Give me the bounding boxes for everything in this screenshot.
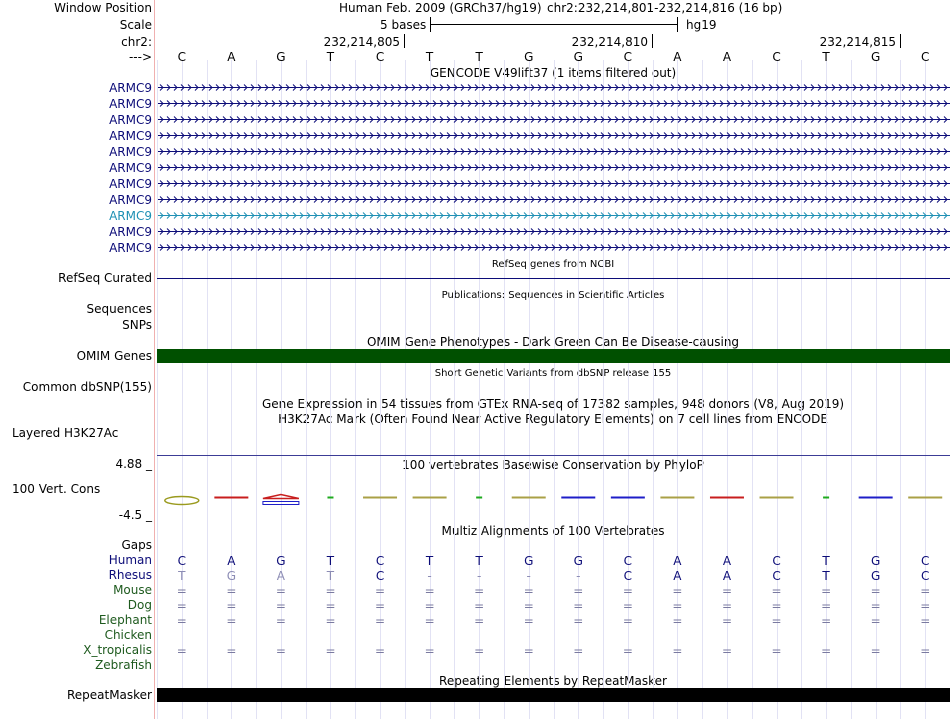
multiz-species-label[interactable]: Elephant xyxy=(98,613,152,627)
alignment-base: C xyxy=(375,569,385,583)
alignment-base: T xyxy=(822,569,830,583)
omim-track-title[interactable]: OMIM Gene Phenotypes - Dark Green Can Be Disease-causing xyxy=(366,335,740,349)
phylop-mark xyxy=(327,497,333,499)
repeatmasker-track-label[interactable]: RepeatMasker xyxy=(66,688,152,702)
phylop-mark xyxy=(710,497,744,499)
base-letter: G xyxy=(871,50,881,64)
alignment-base: = xyxy=(672,614,683,628)
alignment-base: = xyxy=(672,584,683,598)
assembly-text: Human Feb. 2009 (GRCh37/hg19) xyxy=(339,1,542,15)
phylop-track-title[interactable]: 100 vertebrates Basewise Conservation by PhyloP xyxy=(402,458,704,472)
alignment-base: = xyxy=(771,584,782,598)
phylop-mark xyxy=(512,497,546,499)
alignment-base: = xyxy=(424,644,435,658)
alignment-base: = xyxy=(375,644,386,658)
phylop-track-label[interactable]: 100 Vert. Cons xyxy=(12,482,101,496)
coord-label: 232,214,810 xyxy=(571,35,648,49)
alignment-base: = xyxy=(275,584,286,598)
gencode-item-label[interactable]: ARMC9 xyxy=(109,160,152,175)
phylop-min-label: -4.5 _ xyxy=(118,508,152,522)
alignment-base: = xyxy=(424,599,435,613)
omim-feature-bar[interactable] xyxy=(157,349,950,363)
alignment-base: = xyxy=(573,599,584,613)
gencode-item-label[interactable]: ARMC9 xyxy=(109,80,152,95)
alignment-base: T xyxy=(475,554,483,568)
base-letter: A xyxy=(722,50,732,64)
alignment-base: A xyxy=(722,554,732,568)
gencode-item-label[interactable]: ARMC9 xyxy=(109,176,152,191)
alignment-base: = xyxy=(721,644,732,658)
alignment-base: = xyxy=(821,584,832,598)
gencode-item-label[interactable]: ARMC9 xyxy=(109,112,152,127)
coord-label: 232,214,815 xyxy=(819,35,896,49)
alignment-base: = xyxy=(474,614,485,628)
alignment-base: - xyxy=(427,569,432,583)
alignment-base: = xyxy=(771,614,782,628)
multiz-species-label[interactable]: Dog xyxy=(127,598,152,612)
alignment-base: = xyxy=(523,644,534,658)
alignment-base: = xyxy=(721,599,732,613)
base-letter: C xyxy=(623,50,633,64)
alignment-base: = xyxy=(622,614,633,628)
phylop-mark xyxy=(165,497,199,505)
alignment-base: C xyxy=(177,554,186,568)
alignment-base: = xyxy=(275,644,286,658)
gencode-item-label[interactable]: ARMC9 xyxy=(109,96,152,111)
base-letter: A xyxy=(227,50,236,64)
phylop-mark xyxy=(859,497,893,499)
alignment-base: C xyxy=(772,554,781,568)
refseq-track-title[interactable]: RefSeq genes from NCBI xyxy=(491,259,615,270)
multiz-species-label[interactable]: Zebrafish xyxy=(95,658,152,672)
base-letter: T xyxy=(822,50,830,64)
gencode-item-label[interactable]: ARMC9 xyxy=(109,224,152,239)
strand-label: ---> xyxy=(128,50,152,64)
alignment-base: = xyxy=(375,599,386,613)
snps-track-label[interactable]: SNPs xyxy=(122,318,152,332)
multiz-species-label[interactable]: Mouse xyxy=(113,583,152,597)
alignment-base: = xyxy=(275,599,286,613)
phylop-mark xyxy=(823,497,829,499)
alignment-base: = xyxy=(474,584,485,598)
phylop-max-label: 4.88 _ xyxy=(115,457,152,471)
alignment-base: T xyxy=(326,554,335,568)
base-letter: T xyxy=(425,50,434,64)
h3k27ac-track-label[interactable]: Layered H3K27Ac xyxy=(12,426,119,440)
multiz-species-label[interactable]: Human xyxy=(108,553,152,567)
refseq-track-label[interactable]: RefSeq Curated xyxy=(58,271,152,285)
gencode-item-label[interactable]: ARMC9 xyxy=(109,208,152,223)
alignment-base: = xyxy=(375,614,386,628)
phylop-mark xyxy=(908,497,942,499)
alignment-base: = xyxy=(424,614,435,628)
base-letter: C xyxy=(177,50,186,64)
gencode-item-label[interactable]: ARMC9 xyxy=(109,128,152,143)
phylop-mark xyxy=(660,497,694,499)
coord-label: 232,214,805 xyxy=(323,35,400,49)
alignment-base: = xyxy=(424,584,435,598)
alignment-base: C xyxy=(772,569,781,583)
alignment-base: = xyxy=(672,599,683,613)
alignment-base: G xyxy=(573,554,583,568)
alignment-base: = xyxy=(523,614,534,628)
alignment-base: = xyxy=(573,614,584,628)
alignment-base: = xyxy=(870,599,881,613)
alignment-base: = xyxy=(721,584,732,598)
alignment-base: - xyxy=(526,569,531,583)
repeatmasker-feature-bar[interactable] xyxy=(157,688,950,702)
alignment-base: G xyxy=(871,554,881,568)
alignment-base: A xyxy=(673,554,682,568)
alignment-base: G xyxy=(276,554,286,568)
alignment-base: = xyxy=(474,599,485,613)
phylop-mark xyxy=(214,497,248,499)
dbsnp-track-label[interactable]: Common dbSNP(155) xyxy=(22,380,152,394)
alignment-base: C xyxy=(623,569,633,583)
omim-track-label[interactable]: OMIM Genes xyxy=(76,349,152,363)
multiz-track-title[interactable]: Multiz Alignments of 100 Vertebrates xyxy=(441,524,665,538)
alignment-base: = xyxy=(226,614,237,628)
base-letter: C xyxy=(375,50,385,64)
base-letter: T xyxy=(475,50,483,64)
phylop-mark xyxy=(561,497,595,499)
alignment-base: = xyxy=(622,584,633,598)
alignment-base: = xyxy=(325,584,336,598)
alignment-base: = xyxy=(474,644,485,658)
base-letter: T xyxy=(326,50,335,64)
alignment-base: = xyxy=(573,644,584,658)
gencode-item-label[interactable]: ARMC9 xyxy=(109,144,152,159)
alignment-base: = xyxy=(176,599,187,613)
alignment-base: C xyxy=(375,554,385,568)
base-letter: C xyxy=(772,50,781,64)
multiz-species-label[interactable]: Rhesus xyxy=(108,568,152,582)
repeatmasker-track-title[interactable]: Repeating Elements by RepeatMasker xyxy=(439,674,667,688)
alignment-base: = xyxy=(325,644,336,658)
alignment-base: = xyxy=(870,644,881,658)
publications-track-title[interactable]: Publications: Sequences in Scientific Articles xyxy=(441,290,665,301)
alignment-base: = xyxy=(870,584,881,598)
alignment-base: = xyxy=(721,614,732,628)
gtex-track-title[interactable]: Gene Expression in 54 tissues from GTEx RNA-seq of 17382 samples, 948 donors (V8, Aug 2019) xyxy=(261,397,845,411)
alignment-base: C xyxy=(921,569,930,583)
base-letters xyxy=(178,50,930,64)
gencode-item-label[interactable]: ARMC9 xyxy=(109,240,152,255)
alignment-base: A xyxy=(673,569,682,583)
alignment-base: G xyxy=(524,554,534,568)
base-letter: G xyxy=(524,50,534,64)
phylop-mark xyxy=(263,495,299,499)
alignment-base: = xyxy=(821,644,832,658)
alignment-base: = xyxy=(226,584,237,598)
alignment-base: T xyxy=(326,569,335,583)
alignment-base: = xyxy=(325,614,336,628)
alignment-base: = xyxy=(573,584,584,598)
position-text: chr2:232,214,801-232,214,816 (16 bp) xyxy=(547,1,783,15)
alignment-base: = xyxy=(771,644,782,658)
alignment-base: A xyxy=(276,569,286,583)
sequences-track-label[interactable]: Sequences xyxy=(86,302,152,316)
phylop-mark xyxy=(413,497,447,499)
gencode-track-title[interactable]: GENCODE V49lift37 (1 items filtered out) xyxy=(429,66,677,80)
alignment-base: - xyxy=(576,569,581,583)
alignment-base: = xyxy=(325,599,336,613)
db-text: hg19 xyxy=(686,18,717,32)
gaps-track-label[interactable]: Gaps xyxy=(121,538,152,552)
phylop-mark xyxy=(476,497,482,499)
alignment-base: C xyxy=(623,554,633,568)
alignment-base: = xyxy=(176,614,187,628)
dbsnp-track-title[interactable]: Short Genetic Variants from dbSNP release 155 xyxy=(434,368,672,379)
alignment-base: = xyxy=(920,614,931,628)
alignment-base: = xyxy=(920,599,931,613)
alignment-base: = xyxy=(176,644,187,658)
base-letter: G xyxy=(276,50,286,64)
phylop-mark xyxy=(263,502,299,505)
alignment-base: = xyxy=(226,644,237,658)
gencode-item-label[interactable]: ARMC9 xyxy=(109,192,152,207)
alignment-base: A xyxy=(722,569,732,583)
alignment-base: G xyxy=(871,569,881,583)
alignment-base: = xyxy=(523,599,534,613)
alignment-base: = xyxy=(176,584,187,598)
alignment-base: = xyxy=(672,644,683,658)
alignment-base: = xyxy=(920,644,931,658)
alignment-base: = xyxy=(821,614,832,628)
alignment-base: - xyxy=(476,569,482,583)
base-letter: G xyxy=(573,50,583,64)
alignment-base: = xyxy=(870,614,881,628)
multiz-species-label[interactable]: Chicken xyxy=(104,628,152,642)
window-position-label: Window Position xyxy=(54,1,152,15)
alignment-base: C xyxy=(921,554,930,568)
alignment-base: = xyxy=(622,644,633,658)
multiz-species-label[interactable]: X_tropicalis xyxy=(83,643,152,657)
alignment-base: T xyxy=(425,554,434,568)
scale-label: Scale xyxy=(119,18,152,32)
alignment-base: T xyxy=(178,569,186,583)
phylop-mark xyxy=(611,497,645,499)
alignment-base: G xyxy=(226,569,236,583)
alignment-base: = xyxy=(622,599,633,613)
alignment-base: = xyxy=(821,599,832,613)
phylop-mark xyxy=(760,497,794,499)
base-letter: A xyxy=(673,50,682,64)
alignment-base: = xyxy=(920,584,931,598)
multiz-alignment xyxy=(177,554,931,658)
scale-text: 5 bases xyxy=(380,18,427,32)
alignment-base: = xyxy=(375,584,386,598)
alignment-base: A xyxy=(227,554,236,568)
alignment-base: = xyxy=(523,584,534,598)
base-letter: C xyxy=(921,50,930,64)
alignment-base: = xyxy=(226,599,237,613)
h3k27ac-track-title[interactable]: H3K27Ac Mark (Often Found Near Active Regulatory Elements) on 7 cell lines from ENCODE xyxy=(278,412,828,426)
alignment-base: = xyxy=(771,599,782,613)
phylop-mark xyxy=(363,497,397,499)
alignment-base: T xyxy=(822,554,830,568)
alignment-base: = xyxy=(275,614,286,628)
chrom-label: chr2: xyxy=(121,35,152,49)
ruler xyxy=(405,17,901,48)
